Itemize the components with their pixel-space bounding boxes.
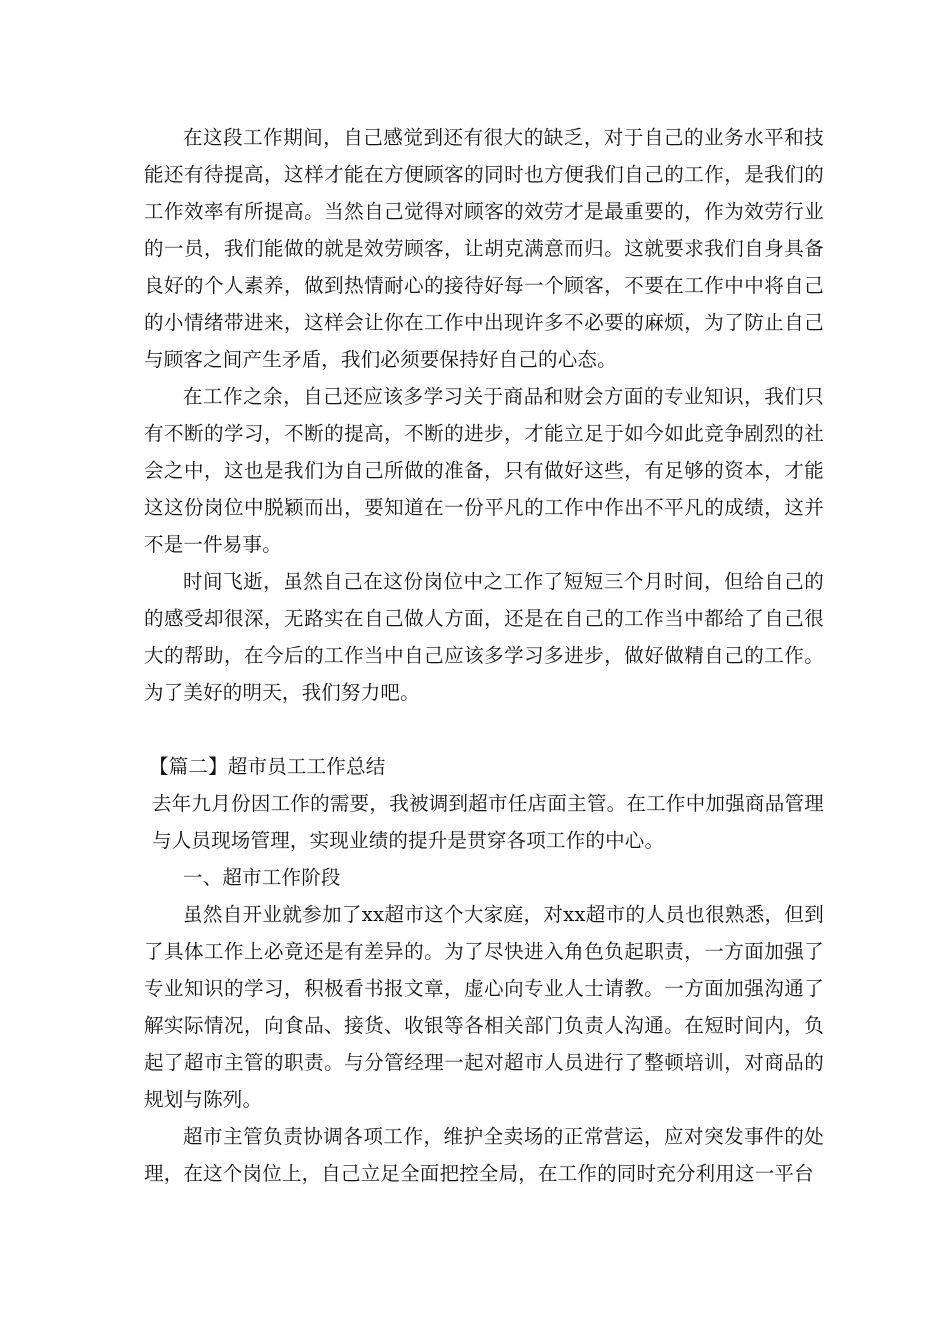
paragraph: 在这段工作期间，自己感觉到还有很大的缺乏，对于自己的业务水平和技能还有待提高，这样才能在方便顾客的同时也方便我们自己的工作，是我们的工作效率有所提高。当然自己觉得对顾客的效劳才是最重要的，作为效劳行业的一员，我们能做的就是效劳顾客，让胡克满意而归。这就要求我们自身具备良好的个人素养，做到热情耐心的接待好每一个顾客，不要在工作中中将自己的小情绪带进来，这样会让你在工作中出现许多不必要的麻烦，为了防止自己与顾客之间产生矛盾，我们必须要保持好自己的心态。 — [144, 126, 824, 371]
paragraph: 虽然自开业就参加了xx超市这个大家庭，对xx超市的人员也很熟悉，但到了具体工作上必竟还是有差异的。为了尽快进入角色负起职责，一方面加强了专业知识的学习，积极看书报文章，虚心向专业人士请教。一方面加强沟通了解实际情况，向食品、接货、收银等各相关部门负责人沟通。在短时间内，负起了超市主管的职责。与分管经理一起对超市人员进行了整顿培训，对商品的规划与陈列。 — [144, 903, 824, 1111]
section-title: 【篇二】超市员工工作总结 — [149, 755, 386, 778]
paragraph: 在工作之余，自己还应该多学习关于商品和财会方面的专业知识，我们只有不断的学习，不断的提高，不断的进步，才能立足于如今如此竞争剧烈的社会之中，这也是我们为自己所做的准备，只有做好这些，有足够的资本，才能这这份岗位中脱颖而出，要知道在一份平凡的工作中作出不平凡的成绩，这并不是一件易事。 — [144, 385, 824, 556]
intro-paragraph: 去年九月份因工作的需要，我被调到超市任店面主管。在工作中加强商品管理与人员现场管理，实现业绩的提升是贯穿各项工作的中心。 — [152, 792, 824, 852]
paragraph: 时间飞逝，虽然自己在这份岗位中之工作了短短三个月时间，但给自己的的感受却很深，无路实在自己做人方面，还是在自己的工作当中都给了自己很大的帮助，在今后的工作当中自己应该多学习多进步，做好做精自己的工作。为了美好的明天，我们努力吧。 — [144, 570, 824, 704]
document-body — [144, 119, 824, 1192]
subheading: 一、超市工作阶段 — [183, 866, 341, 889]
paragraph: 超市主管负责协调各项工作，维护全卖场的正常营运，应对突发事件的处理，在这个岗位上，自己立足全面把控全局，在工作的同时充分利用这一平台 — [144, 1125, 824, 1185]
